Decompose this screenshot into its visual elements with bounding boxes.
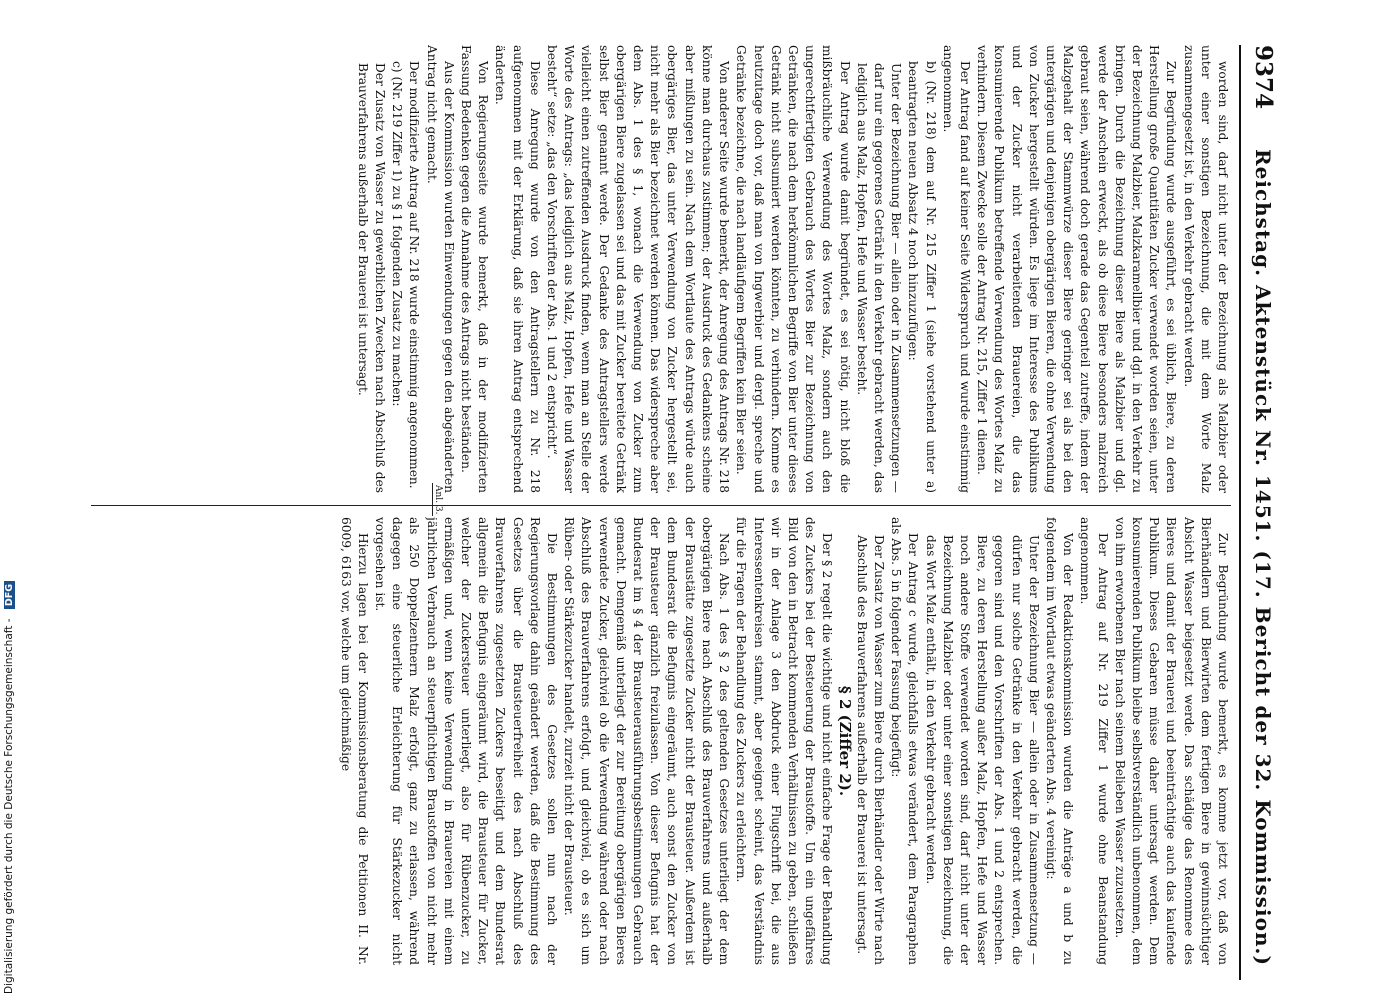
paragraph: Von Regierungsseite wurde bemerkt, daß in der modifizierten Fassung Bedenken gegen die Annahme des Antrags nicht beständen. [459, 45, 491, 493]
page-header [1233, 45, 1283, 980]
paragraph: Hierzu lagen bei der Kommissionsberatung die Petitionen II. Nr. 6009, 6163 vor, welche um gleichmäßige [338, 517, 370, 965]
paragraph: Der Antrag fand auf keiner Seite Widerspruch und wurde einstimmig angenommen. [940, 45, 972, 493]
page-number: 9374 [1250, 45, 1277, 110]
header-rule [1239, 45, 1241, 980]
paragraph: Nach Abs. 1 des § 2 des geltenden Gesetzes unterliegt der dem obergärigen Biere nach Abschluß des Brauverfahrens und außerhalb der Braustätte zugesetzte Zucker nicht der Brausteuer. Außerdem ist dem Bundesrat die Befugnis eingeräumt, auch sonst den Zucker von der Brausteuer gänzlich freizulassen. Von dieser Befugnis hat der Bundesrat im § 4 der Brausteuerausführungsbestimmungen Gebrauch gemacht. Demgemäß unterliegt der zur Bereitung obergärigen Bieres verwendete Zucker, gleichviel ob die Verwendung während oder nach Abschluß des Brauverfahrens erfolgt, und gleichviel, ob es sich um Rüben- oder Stärkezucker handelt, zurzeit nicht der Brausteuer. [562, 517, 732, 965]
paragraph: worden sind, darf nicht unter der Bezeichnung als Malzbier oder unter einer sonstigen Bezeichnung, die mit dem Worte Malz zusammengesetzt ist, in den Verkehr gebracht werden. [1181, 45, 1230, 493]
motion-item: b) (Nr. 218) dem auf Nr. 215 Ziffer 1 (siehe vorstehend unter a) beantragten neuen Absatz 4 noch hinzuzufügen: [906, 61, 938, 493]
column-divider [91, 505, 1231, 506]
left-column [91, 45, 1231, 493]
dfg-logo: DFG [4, 581, 15, 609]
paragraph: Von der Redaktionskommission wurden die Anträge a und b zu folgendem im Wortlaut etwas geänderten Abs. 4 vereinigt: [1043, 517, 1076, 965]
running-head: Reichstag. Aktenstück Nr. 1451. (17. Bericht der 32. Kommission.) [1251, 149, 1275, 966]
credit-text: Digitalisierung gefördert durch die Deutsche Forschungsgemeinschaft - [3, 618, 15, 994]
quoted-text: Der Zusatz von Wasser zum Biere durch Bierhändler oder Wirte nach Abschluß des Brauverfahrens außerhalb der Brauerei ist untersagt. [854, 535, 886, 965]
quoted-text: Der Zusatz von Wasser zu gewerblichen Zwecken nach Abschluß des Brauverfahrens außerhalb der Brauerei ist untersagt. [355, 63, 388, 493]
paragraph: Die Bestimmungen des Gesetzes sollen nun nach der Regierungsvorlage dahin geändert werden, daß die Bestimmung des Gesetzes über die Brausteuerfreiheit des nach Abschluß des Brauverfahrens zugesetzten Zuckers beseitigt und dem Bundesrat allgemein die Befugnis eingeräumt wird, die Brausteuer für Zucker, welcher der Zuckersteuer unterliegt, also für Rübenzucker, zu ermäßigen und, wenn keine Verwendung in Brauereien mit einem jährlichen Verbrauch an steuerpflichtigen Braustoffen von nicht mehr als 250 Doppelzentnern Malz erfolgt, ganz zu erlassen, während dagegen eine steuerliche Erleichterung für Stärkezucker nicht vorgesehen ist. [373, 517, 560, 965]
paragraph: Der Antrag c wurde, gleichfalls etwas verändert, dem Paragraphen als Abs. 5 in folgender Fassung beigefügt: [889, 517, 921, 965]
paragraph: Diese Anregung wurde von den Antragstellern zu Nr. 218 aufgenommen mit der Erklärung, daß sie ihren Antrag entsprechend änderten. [493, 45, 542, 493]
right-column [91, 517, 1231, 965]
section-heading: § 2 (Ziffer 2). [835, 685, 854, 797]
motion-item: c) (Nr. 219 Ziffer 1) zu § 1 folgenden Zusatz zu machen: [390, 61, 405, 407]
paragraph: Aus der Kommission wurden Einwendungen gegen den abgeänderten Antrag nicht gemacht. [424, 45, 456, 493]
paragraph: Der § 2 regelt die wichtige und nicht einfache Frage der Behandlung des Zuckers bei der Besteuerung der Braustoffe. Um ein ungefähres Bild von den in Betracht kommenden Verhältnissen zu geben, schließen wir in der Anlage 3 den Abdruck einer Flugschrift bei, die aus Interessentenkreisen stammt, aber geeignet scheint, das Verständnis für die Fragen der Behandlung des Zuckers zu erleichtern. [734, 517, 835, 965]
paragraph: Der Antrag auf Nr. 219 Ziffer 1 wurde ohne Beanstandung angenommen. [1078, 517, 1110, 965]
digitization-credit [0, 4, 18, 996]
quoted-text: Unter der Bezeichnung Bier — allein oder in Zusammensetzung — dürfen nur solche Getränke in den Verkehr gebracht werden, die gegoren sind und den Vorschriften der Abs. 1 und 2 entsprechen. Biere, zu deren Herstellung außer Malz, Hopfen, Hefe und Wasser noch andere Stoffe verwendet worden sind, darf nicht unter der Bezeichnung Malzbier oder unter einer sonstigen Bezeichnung, die das Wort Malz enthält, in den Verkehr gebracht werden. [923, 535, 1041, 965]
paragraph: Zur Begründung wurde ausgeführt, es sei üblich, Biere, zu deren Herstellung große Quantitäten Zucker verwendet worden seien, unter der Bezeichnung Malzbier, Malzkaramellbier und dgl. in den Verkehr zu bringen. Durch die Bezeichnung dieser Biere als Malzbier und dgl. werde der Anschein erweckt, als ob diese Biere besonders malzreich gebraut seien, während doch gerade das Gegenteil zutreffe, indem der Malzgehalt der Stammwürze dieser Biere geringer sei als bei den untergärigen und denjenigen obergärigen Bieren, die ohne Verwendung von Zucker hergestellt würden. Es liege im Interesse des Publikums und der Zucker nicht verarbeitenden Brauereien, die das konsumierende Publikum betreffende Verwendung des Wortes Malz zu verhindern. Diesem Zwecke solle der Antrag Nr. 215, Ziffer 1 dienen. [975, 45, 1179, 493]
margin-note: Anl. 3. [433, 485, 443, 515]
paragraph: Der Antrag wurde damit begründet, es sei nötig, nicht bloß die mißbräuchliche Verwendung des Wortes Malz, sondern auch den ungerechtfertigten Gebrauch des Wortes Bier zur Bezeichnung von Getränken, die nach dem herkömmlichen Begriffe von Bier unter dieses Getränk nicht subsumiert werden könnten, zu verhindern. Komme es heutzutage doch vor, daß man von Ingwerbier und dergl. spreche und Getränke bezeichne, die nach landläufigem Begriffen kein Bier seien. [734, 45, 852, 493]
quoted-text: Unter der Bezeichnung Bier — allein oder in Zusammensetzungen — darf nur ein gegorenes Getränk in den Verkehr gebracht werden, das lediglich aus Malz, Hopfen, Hefe und Wasser besteht. [854, 63, 904, 493]
paragraph: Der modifizierte Antrag auf Nr. 218 wurde einstimmig angenommen. [407, 61, 422, 489]
paragraph: Zur Begründung wurde bemerkt, es komme jetzt vor, daß von Bierhändlern und Bierwirten dem fertigen Biere in gewinnsüchtiger Absicht Wasser beigesetzt werde. Das schädige das Renommee des Bieres und damit der Brauerei und beeinträchtige auch das kaufende Publikum. Dieses Gebaren müsse daher untersagt werden. Dem konsumierenden Publikum bleibe selbstverständlich unbenommen, dem von ihm erworbenen Bier nach seinem Belieben Wasser zuzusetzen. [1112, 517, 1230, 965]
paragraph: Von anderer Seite wurde bemerkt, der Anregung des Antrags Nr. 218 könne man durchaus zustimmen; der Ausdruck des Gedankens scheine aber mißlungen zu sein. Nach dem Wortlaute des Antrags würde auch obergäriges Bier, das unter Verwendung von Zucker hergestellt sei, nicht mehr als Bier bezeichnet werden können. Das widerspreche aber dem Abs. 1 des § 1, wonach die Verwendung von Zucker zum obergärigen Biere zugelassen sei und das mit Zucker bereitete Getränk selbst Bier genannt werde. Der Gedanke des Antragstellers werde vielleicht einen zutreffenden Ausdruck finden, wenn man an Stelle der Worte des Antrags: „das lediglich aus Malz, Hopfen, Hefe und Wasser besteht“ setze: „das den Vorschriften der Abs. 1 und 2 entspricht“. [545, 45, 732, 493]
document-page [88, 45, 1283, 980]
scanned-page [88, 45, 1283, 980]
